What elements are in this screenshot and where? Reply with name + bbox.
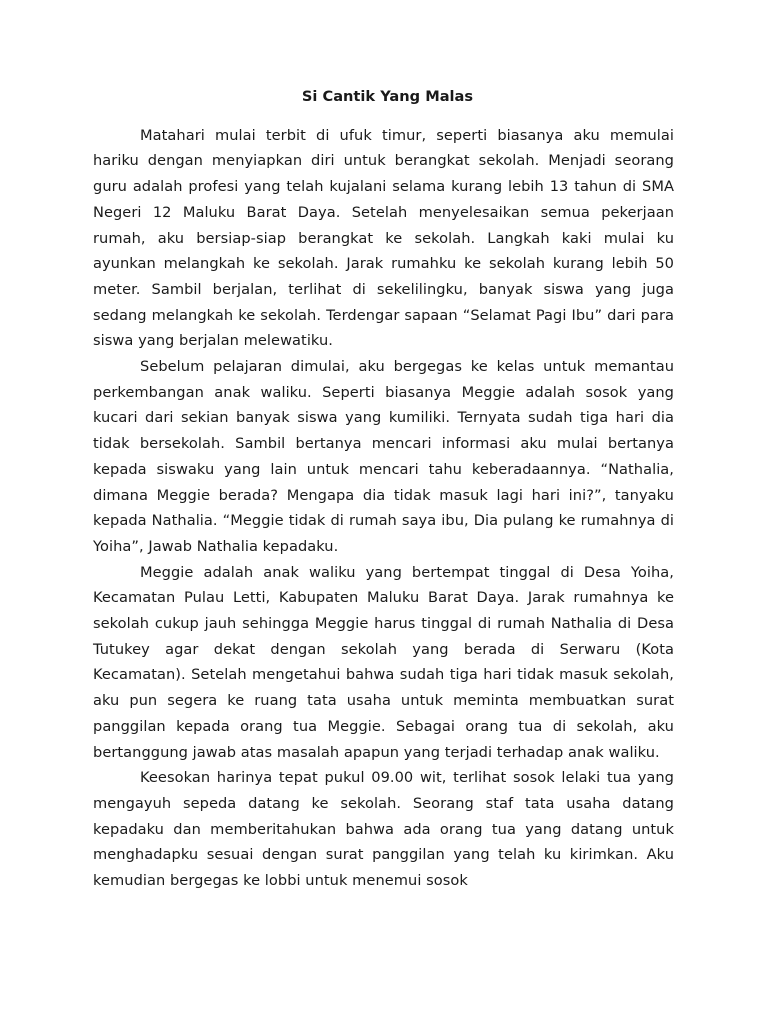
document-title: Si Cantik Yang Malas xyxy=(301,88,474,105)
paragraph-4: Keesokan harinya tepat pukul 09.00 wit, terlihat sosok lelaki tua yang mengayuh sepeda datang ke sekolah. Seorang staf tata usaha datang kepadaku dan memberitahukan bahwa ada orang tua yang datang untuk menghadapku sesuai dengan surat panggilan yang telah ku kirimkan. Aku kemudian bergegas ke lobbi untuk menemui sosok xyxy=(93,769,674,890)
document-page xyxy=(93,84,674,894)
paragraph-1: Matahari mulai terbit di ufuk timur, seperti biasanya aku memulai hariku dengan menyiapkan diri untuk berangkat sekolah. Menjadi seorang guru adalah profesi yang telah kujalani selama kurang lebih 13 tahun di SMA Negeri 12 Maluku Barat Daya. Setelah menyelesaikan semua pekerjaan rumah, aku bersiap-siap berangkat ke sekolah. Langkah kaki mulai ku ayunkan melangkah ke sekolah. Jarak rumahku ke sekolah kurang lebih 50 meter. Sambil berjalan, terlihat di sekelilingku, banyak siswa yang juga sedang melangkah ke sekolah. Terdengar sapaan “Selamat Pagi Ibu” dari para siswa yang berjalan melewatiku. xyxy=(93,126,674,350)
paragraph-2: Sebelum pelajaran dimulai, aku bergegas ke kelas untuk memantau perkembangan anak waliku. Seperti biasanya Meggie adalah sosok yang kucari dari sekian banyak siswa yang kumiliki. Ternyata sudah tiga hari dia tidak bersekolah. Sambil bertanya mencari informasi aku mulai bertanya kepada siswaku yang lain untuk mencari tahu keberadaannya. “Nathalia, dimana Meggie berada? Mengapa dia tidak masuk lagi hari ini?”, tanyaku kepada Nathalia. “Meggie tidak di rumah saya ibu, Dia pulang ke rumahnya di Yoiha”, Jawab Nathalia kepadaku. xyxy=(93,358,674,555)
paragraph-3: Meggie adalah anak waliku yang bertempat tinggal di Desa Yoiha, Kecamatan Pulau Letti, Kabupaten Maluku Barat Daya. Jarak rumahnya ke sekolah cukup jauh sehingga Meggie harus tinggal di rumah Nathalia di Desa Tutukey agar dekat dengan sekolah yang berada di Serwaru (Kota Kecamatan). Setelah mengetahui bahwa sudah tiga hari tidak masuk sekolah, aku pun segera ke ruang tata usaha untuk meminta membuatkan surat panggilan kepada orang tua Meggie. Sebagai orang tua di sekolah, aku bertanggung jawab atas masalah apapun yang terjadi terhadap anak waliku. xyxy=(93,563,674,761)
